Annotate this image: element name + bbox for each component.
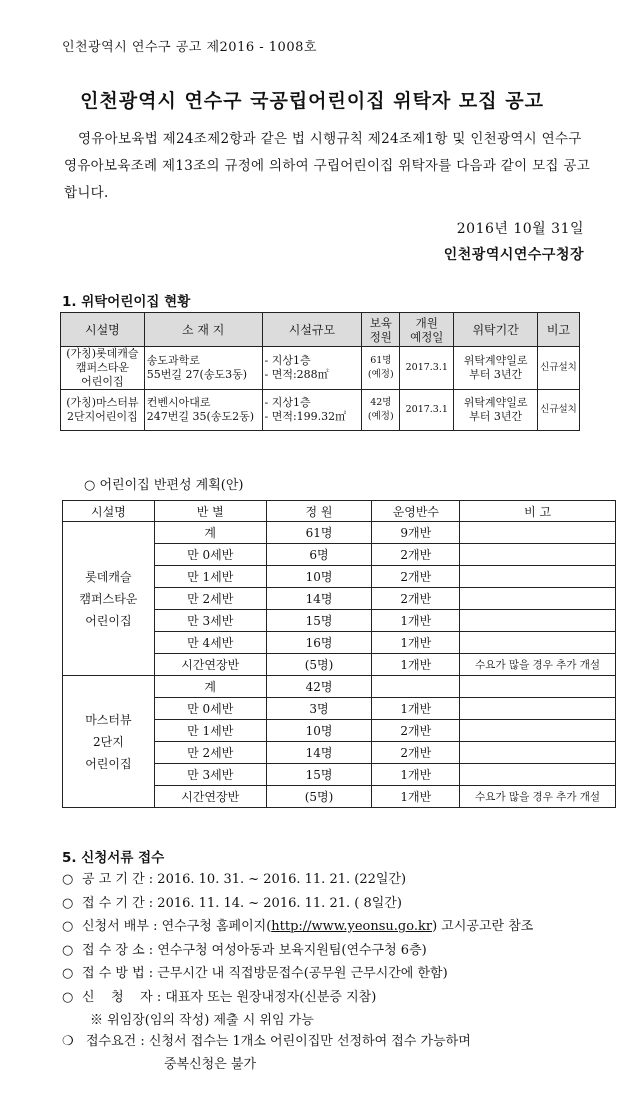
plan-note-cell	[460, 566, 616, 588]
plan-note-cell	[460, 588, 616, 610]
list-item: ○ 신청서 배부 : 연수구청 홈페이지(http://www.yeonsu.go.kr) 고시공고란 참조	[62, 915, 533, 939]
circle-bullet-icon: ○	[62, 989, 74, 1005]
plan-count-cell: 9개반	[372, 522, 460, 544]
circle-bullet-icon: ○	[62, 872, 74, 887]
circle-bullet-icon: ❍	[62, 1034, 74, 1049]
item-value: 대표자 또는 원장내정자(신분증 지참)	[165, 989, 377, 1005]
plan-class-cell: 계	[154, 676, 266, 698]
plan-note-cell	[460, 544, 616, 566]
item-value: 근무시간 내 직접방문접수(공무원 근무시간에 한함)	[157, 966, 448, 981]
item-label: 접 수 장 소	[82, 942, 145, 958]
plan-count-cell: 2개반	[372, 544, 460, 566]
table-row	[61, 347, 580, 390]
plan-count-cell: 2개반	[372, 588, 460, 610]
plan-class-cell: 시간연장반	[154, 786, 266, 808]
plan-class-cell: 만 0세반	[154, 544, 266, 566]
plan-count-cell: 2개반	[372, 566, 460, 588]
facility-period: 위탁계약일로 부터 3년간	[454, 390, 538, 431]
section5-title: 5. 신청서류 접수	[62, 850, 165, 866]
facility-status-table	[60, 312, 580, 431]
plan-class-cell: 만 1세반	[154, 566, 266, 588]
requirement-label: 접수요건	[86, 1034, 137, 1049]
header-cell: 개원 예정일	[400, 313, 454, 347]
item-label: 공 고 기 간	[82, 872, 145, 887]
requirement-text-1: 신청서 접수는 1개소 어린이집만 선정하여 접수 가능하며	[148, 1034, 471, 1049]
circle-bullet-icon: ○	[62, 895, 74, 911]
header-cell: 시설규모	[262, 313, 362, 347]
item-label: 신청서 배부	[82, 919, 149, 934]
plan-note-cell	[460, 742, 616, 764]
plan-capacity-cell: 10명	[266, 566, 372, 588]
plan-count-cell: 1개반	[372, 654, 460, 676]
facility-size: - 지상1층 - 면적:288㎡	[262, 347, 362, 390]
item-value: 연수구청 여성아동과 보육지원팀(연수구청 6층)	[157, 942, 427, 958]
circle-bullet-icon: ○	[62, 966, 74, 981]
facility-table-header	[61, 313, 580, 347]
header-cell: 정 원	[266, 501, 372, 522]
header-cell: 반 별	[154, 501, 266, 522]
header-cell: 운영반수	[372, 501, 460, 522]
item-label: 접 수 기 간	[82, 895, 145, 911]
facility-name: (가칭)롯데캐슬 캠퍼스타운 어린이집	[61, 347, 145, 390]
item-label: 접 수 방 법	[82, 966, 145, 981]
plan-count-cell: 2개반	[372, 720, 460, 742]
plan-capacity-cell: 6명	[266, 544, 372, 566]
plan-note-cell: 수요가 많을 경우 추가 개설	[460, 654, 616, 676]
facility-note: 신규설치	[538, 390, 580, 431]
plan-class-cell: 만 3세반	[154, 610, 266, 632]
requirement-text-2: 중복신청은 불가	[164, 1057, 257, 1072]
facility-period: 위탁계약일로 부터 3년간	[454, 347, 538, 390]
notice-date: 2016년 10월 31일	[456, 221, 584, 237]
plan-count-cell: 1개반	[372, 698, 460, 720]
issuer: 인천광역시연수구청장	[443, 247, 584, 263]
plan-facility-name: 마스터뷰 2단지 어린이집	[63, 676, 155, 808]
plan-capacity-cell: 15명	[266, 764, 372, 786]
plan-class-cell: 계	[154, 522, 266, 544]
facility-capacity: 42명 (예정)	[362, 390, 400, 431]
plan-capacity-cell: 10명	[266, 720, 372, 742]
header-cell: 시설명	[63, 501, 155, 522]
header-cell: 시설명	[61, 313, 145, 347]
table-row	[63, 522, 616, 544]
list-item: ○ 접 수 장 소 : 연수구청 여성아동과 보육지원팀(연수구청 6층)	[62, 939, 533, 963]
plan-class-cell: 만 3세반	[154, 764, 266, 786]
facility-capacity: 61명 (예정)	[362, 347, 400, 390]
facility-address: 송도과학로 55번길 27(송도3동)	[144, 347, 262, 390]
plan-class-cell: 만 2세반	[154, 742, 266, 764]
application-info-list	[62, 868, 533, 1033]
item-value: 2016. 10. 31. ~ 2016. 11. 21. (22일간)	[157, 872, 407, 887]
header-cell: 소 재 지	[144, 313, 262, 347]
plan-count-cell: 2개반	[372, 742, 460, 764]
facility-note: 신규설치	[538, 347, 580, 390]
plan-capacity-cell: 15명	[266, 610, 372, 632]
plan-class-cell: 만 0세반	[154, 698, 266, 720]
header-cell: 비고	[538, 313, 580, 347]
plan-capacity-cell: 16명	[266, 632, 372, 654]
circle-bullet-icon: ○	[62, 919, 74, 934]
plan-count-cell: 1개반	[372, 786, 460, 808]
notice-number: 인천광역시 연수구 공고 제2016 - 1008호	[62, 40, 317, 55]
facility-name: (가칭)마스터뷰 2단지어린이집	[61, 390, 145, 431]
facility-size: - 지상1층 - 면적:199.32㎡	[262, 390, 362, 431]
list-item: ○ 신 청 자 : 대표자 또는 원장내정자(신분증 지참)	[62, 986, 533, 1010]
item-value-prefix: 연수구청 홈페이지(	[161, 919, 272, 934]
plan-capacity-cell: (5명)	[266, 786, 372, 808]
sub-note: ※ 위임장(임의 작성) 제출 시 위임 가능	[90, 1013, 314, 1028]
plan-count-cell: 1개반	[372, 764, 460, 786]
plan-note-cell	[460, 720, 616, 742]
plan-class-cell: 만 4세반	[154, 632, 266, 654]
plan-note-cell	[460, 764, 616, 786]
plan-capacity-cell: 3명	[266, 698, 372, 720]
table-row	[61, 390, 580, 431]
list-item: ○ 접 수 기 간 : 2016. 11. 14. ~ 2016. 11. 21. ( 8일간)	[62, 892, 533, 916]
plan-count-cell: 1개반	[372, 610, 460, 632]
item-value: 2016. 11. 14. ~ 2016. 11. 21. ( 8일간)	[157, 895, 402, 911]
list-item: ○ 공 고 기 간 : 2016. 10. 31. ~ 2016. 11. 21. (22일간)	[62, 868, 533, 892]
item-value-suffix: ) 고시공고란 참조	[432, 919, 534, 934]
plan-table-header	[63, 501, 616, 522]
plan-capacity-cell: 14명	[266, 588, 372, 610]
plan-note-cell	[460, 632, 616, 654]
plan-count-cell	[372, 676, 460, 698]
item-label: 신 청 자	[82, 989, 153, 1005]
plan-class-cell: 시간연장반	[154, 654, 266, 676]
plan-note-cell	[460, 676, 616, 698]
plan-note-cell: 수요가 많을 경우 추가 개설	[460, 786, 616, 808]
plan-capacity-cell: 61명	[266, 522, 372, 544]
plan-facility-name: 롯데캐슬 캠퍼스타운 어린이집	[63, 522, 155, 676]
list-item: ○ 접 수 방 법 : 근무시간 내 직접방문접수(공무원 근무시간에 한함)	[62, 962, 533, 986]
plan-capacity-cell: 14명	[266, 742, 372, 764]
requirement-block: ❍ 접수요건 : 신청서 접수는 1개소 어린이집만 선정하여 접수 가능하며 중복신청은 불가	[62, 1030, 602, 1076]
plan-capacity-cell: 42명	[266, 676, 372, 698]
table-row	[63, 676, 616, 698]
class-plan-table	[62, 500, 616, 808]
circle-bullet-icon: ○	[62, 942, 74, 958]
plan-capacity-cell: (5명)	[266, 654, 372, 676]
plan-class-cell: 만 1세반	[154, 720, 266, 742]
plan-caption: ○ 어린이집 반편성 계획(안)	[84, 478, 244, 493]
plan-class-cell: 만 2세반	[154, 588, 266, 610]
section1-title: 1. 위탁어린이집 현황	[62, 294, 191, 310]
facility-open-date: 2017.3.1	[400, 390, 454, 431]
plan-note-cell	[460, 610, 616, 632]
header-cell: 위탁기간	[454, 313, 538, 347]
homepage-link[interactable]: http://www.yeonsu.go.kr	[271, 919, 433, 934]
header-cell: 비 고	[460, 501, 616, 522]
plan-note-cell	[460, 698, 616, 720]
plan-count-cell: 1개반	[372, 632, 460, 654]
header-cell: 보육 정원	[362, 313, 400, 347]
page-title: 인천광역시 연수구 국공립어린이집 위탁자 모집 공고	[80, 90, 544, 112]
intro-paragraph: 영유아보육법 제24조제2항과 같은 법 시행규칙 제24조제1항 및 인천광역시 연수구 영유아보육조례 제13조의 규정에 의하여 구립어린이집 위탁자를 다음과 같이 모집 공고합니다.	[64, 131, 591, 201]
facility-open-date: 2017.3.1	[400, 347, 454, 390]
facility-address: 컨벤시아대로 247번길 35(송도2동)	[144, 390, 262, 431]
plan-note-cell	[460, 522, 616, 544]
